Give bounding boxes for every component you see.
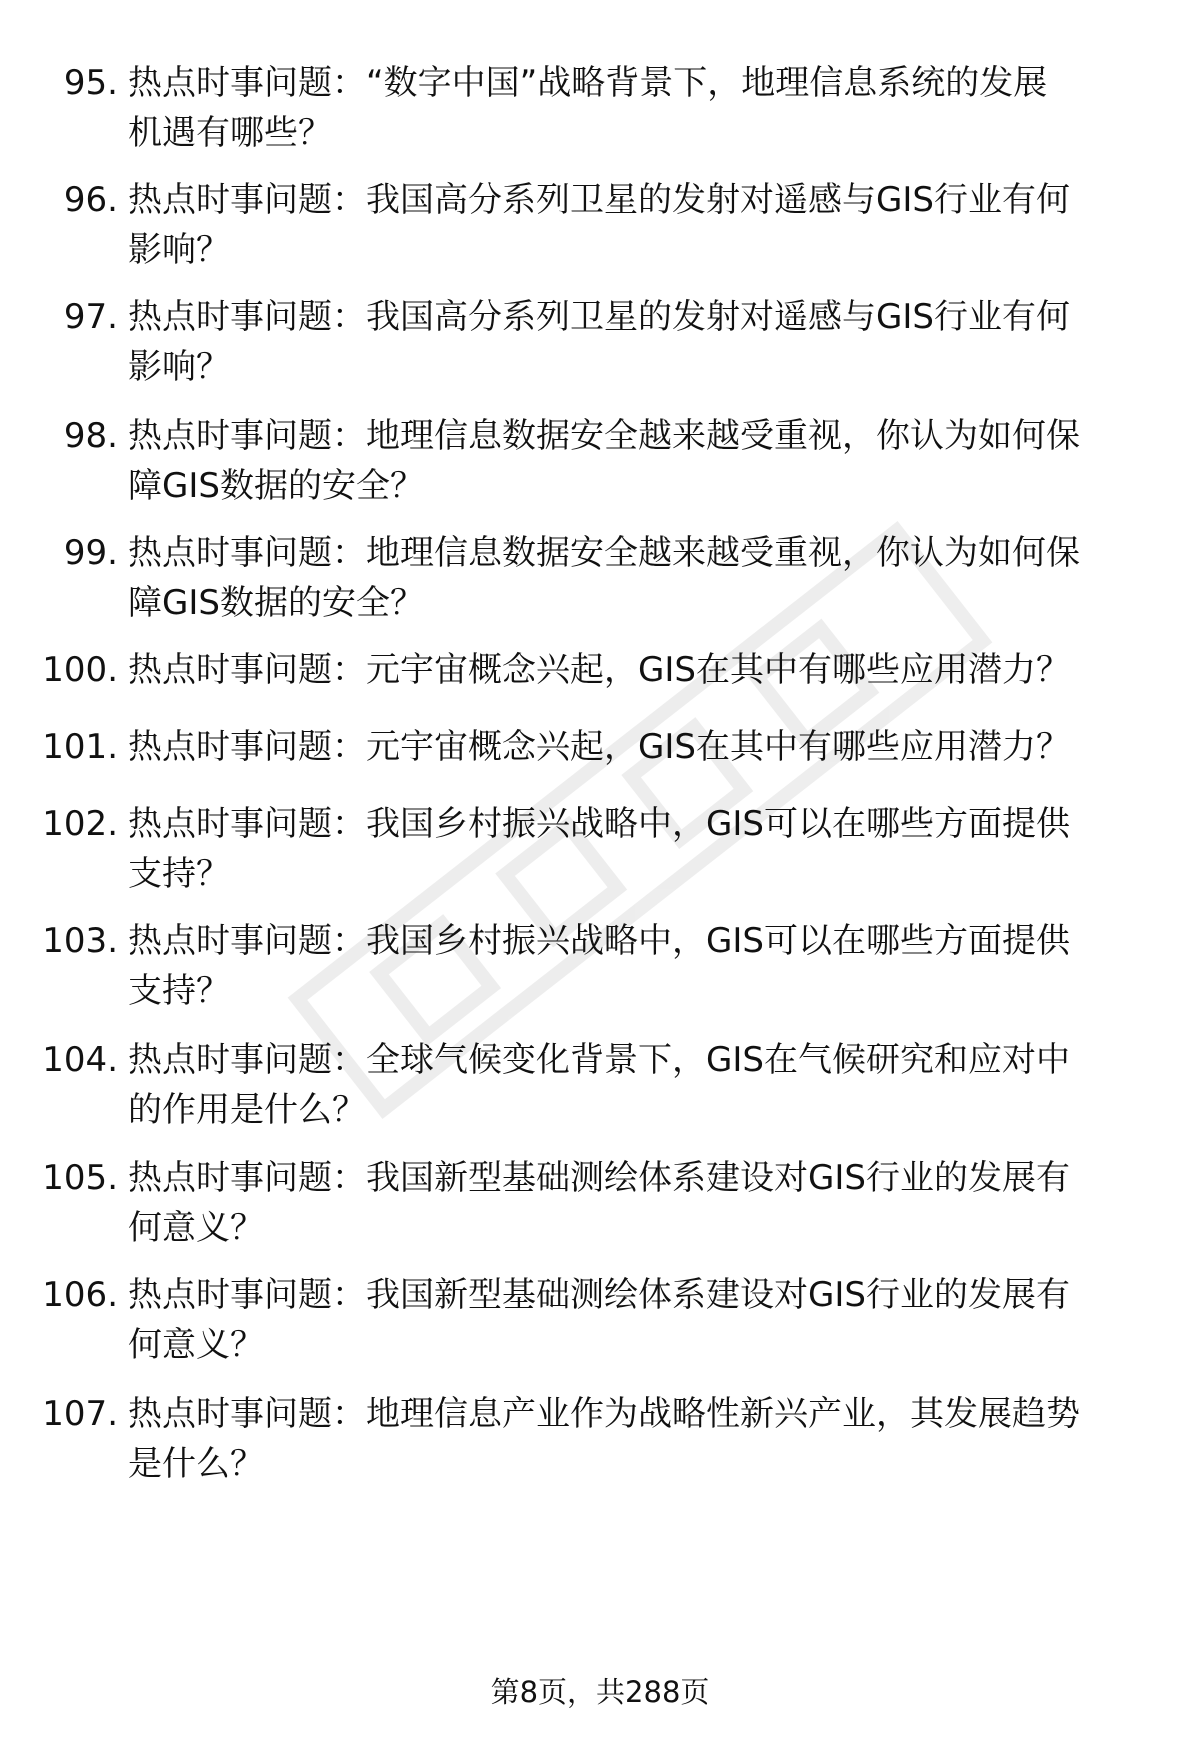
question-text [128, 1035, 1128, 1135]
question-number: 99. [63, 533, 118, 573]
question-item [0, 1035, 1200, 1135]
question-text-line: 影响？ [128, 230, 230, 270]
question-item [0, 1153, 1200, 1253]
question-number: 96. [63, 180, 118, 220]
question-item [0, 1270, 1200, 1370]
question-text [128, 799, 1128, 899]
question-text [128, 1270, 1128, 1370]
question-number: 95. [63, 63, 118, 103]
question-text-line: 影响？ [128, 347, 230, 387]
question-text-line: 障GIS数据的安全？ [128, 583, 424, 623]
question-item [0, 1389, 1200, 1489]
question-text-line: 机遇有哪些？ [128, 113, 332, 153]
question-text-line: 障GIS数据的安全？ [128, 466, 424, 506]
question-number: 100. [42, 650, 118, 690]
question-text-line: 支持？ [128, 971, 230, 1011]
question-item [0, 175, 1200, 275]
question-number: 98. [63, 416, 118, 456]
question-text-line: 何意义？ [128, 1208, 264, 1248]
question-text-line: 热点时事问题：我国高分系列卫星的发射对遥感与GIS行业有何 [128, 297, 1070, 337]
question-text-line: 热点时事问题：我国乡村振兴战略中，GIS可以在哪些方面提供 [128, 804, 1070, 844]
question-text-line: 热点时事问题：地理信息产业作为战略性新兴产业，其发展趋势 [128, 1394, 1080, 1434]
question-text-line: 热点时事问题：全球气候变化背景下，GIS在气候研究和应对中 [128, 1040, 1070, 1080]
question-text-line: 热点时事问题：我国新型基础测绘体系建设对GIS行业的发展有 [128, 1158, 1070, 1198]
question-text [128, 722, 1128, 772]
question-text [128, 645, 1128, 695]
question-text [128, 411, 1128, 511]
question-text-line: 热点时事问题：“数字中国”战略背景下，地理信息系统的发展 [128, 63, 1048, 103]
question-text [128, 916, 1128, 1016]
question-text-line: 热点时事问题：地理信息数据安全越来越受重视，你认为如何保 [128, 533, 1080, 573]
question-text [128, 1389, 1128, 1489]
question-number: 105. [42, 1158, 118, 1198]
question-text-line: 是什么？ [128, 1444, 264, 1484]
question-text-line: 热点时事问题：元宇宙概念兴起，GIS在其中有哪些应用潜力？ [128, 727, 1070, 767]
question-number: 103. [42, 921, 118, 961]
question-item [0, 292, 1200, 392]
question-number: 104. [42, 1040, 118, 1080]
question-text-line: 热点时事问题：元宇宙概念兴起，GIS在其中有哪些应用潜力？ [128, 650, 1070, 690]
question-item [0, 722, 1200, 772]
question-item [0, 411, 1200, 511]
page-footer: 第8页，共288页 [490, 1675, 710, 1709]
question-item [0, 916, 1200, 1016]
question-number: 106. [42, 1275, 118, 1315]
question-number: 101. [42, 727, 118, 767]
question-number: 97. [63, 297, 118, 337]
question-text-line: 的作用是什么？ [128, 1090, 366, 1130]
question-number: 102. [42, 804, 118, 844]
question-item [0, 645, 1200, 695]
question-item [0, 528, 1200, 628]
question-text [128, 175, 1128, 275]
question-text-line: 热点时事问题：我国新型基础测绘体系建设对GIS行业的发展有 [128, 1275, 1070, 1315]
question-text-line: 何意义？ [128, 1325, 264, 1365]
question-text [128, 292, 1128, 392]
question-text [128, 528, 1128, 628]
question-text-line: 热点时事问题：我国高分系列卫星的发射对遥感与GIS行业有何 [128, 180, 1070, 220]
question-text-line: 热点时事问题：地理信息数据安全越来越受重视，你认为如何保 [128, 416, 1080, 456]
question-text [128, 58, 1128, 158]
question-text [128, 1153, 1128, 1253]
question-text-line: 热点时事问题：我国乡村振兴战略中，GIS可以在哪些方面提供 [128, 921, 1070, 961]
question-number: 107. [42, 1394, 118, 1434]
question-item [0, 799, 1200, 899]
question-text-line: 支持？ [128, 854, 230, 894]
question-item [0, 58, 1200, 158]
